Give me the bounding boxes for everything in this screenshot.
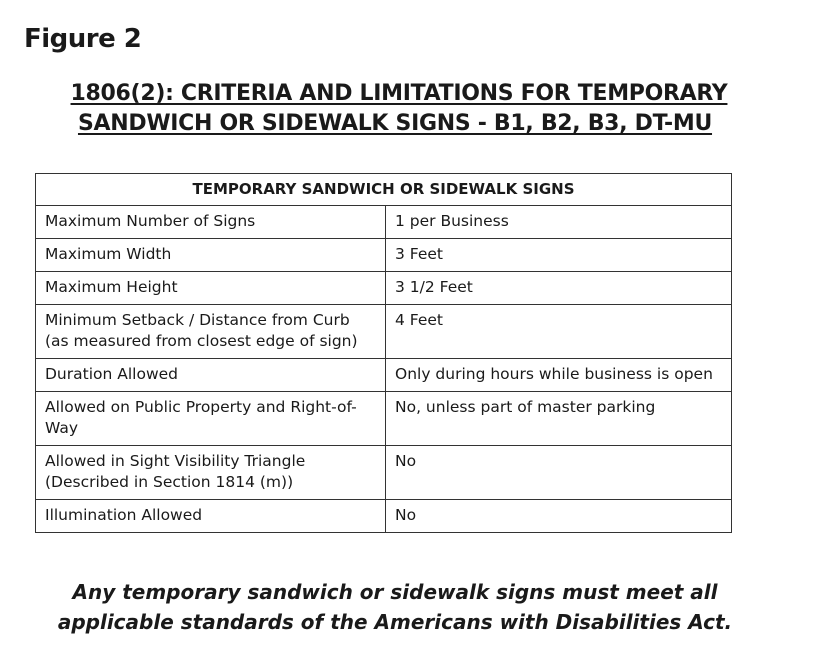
value-cell: 3 1/2 Feet (386, 272, 732, 305)
value-cell: No (386, 446, 732, 500)
table-row (36, 206, 732, 239)
criterion-cell: Maximum Number of Signs (36, 206, 386, 239)
table-row (36, 446, 732, 500)
value-cell: Only during hours while business is open (386, 359, 732, 392)
notice-line-1: Any temporary sandwich or sidewalk signs must meet all (72, 580, 718, 604)
table-header-row (36, 174, 732, 206)
heading-line-2: SANDWICH OR SIDEWALK SIGNS - B1, B2, B3, DT-MU (77, 111, 713, 136)
value-cell: 4 Feet (386, 305, 732, 359)
criterion-cell: Allowed on Public Property and Right-of-Way (36, 392, 386, 446)
table-row (36, 392, 732, 446)
table-row (36, 305, 732, 359)
ada-notice (0, 577, 790, 637)
criterion-cell: Minimum Setback / Distance from Curb (as measured from closest edge of sign) (36, 305, 386, 359)
heading-line-1: 1806(2): CRITERIA AND LIMITATIONS FOR TEMPORARY (70, 81, 728, 106)
criterion-cell: Allowed in Sight Visibility Triangle (Described in Section 1814 (m)) (36, 446, 386, 500)
table-row (36, 500, 732, 533)
notice-line-2: applicable standards of the Americans with Disabilities Act. (57, 610, 733, 634)
table-row (36, 272, 732, 305)
section-heading (0, 79, 790, 139)
value-cell: 3 Feet (386, 239, 732, 272)
criterion-cell: Illumination Allowed (36, 500, 386, 533)
criteria-table (35, 173, 732, 533)
figure-label: Figure 2 (24, 24, 142, 54)
value-cell: No (386, 500, 732, 533)
criterion-cell: Maximum Height (36, 272, 386, 305)
table-row (36, 359, 732, 392)
value-cell: No, unless part of master parking (386, 392, 732, 446)
criterion-cell: Maximum Width (36, 239, 386, 272)
table-row (36, 239, 732, 272)
criterion-cell: Duration Allowed (36, 359, 386, 392)
value-cell: 1 per Business (386, 206, 732, 239)
table-header: TEMPORARY SANDWICH OR SIDEWALK SIGNS (36, 174, 732, 206)
